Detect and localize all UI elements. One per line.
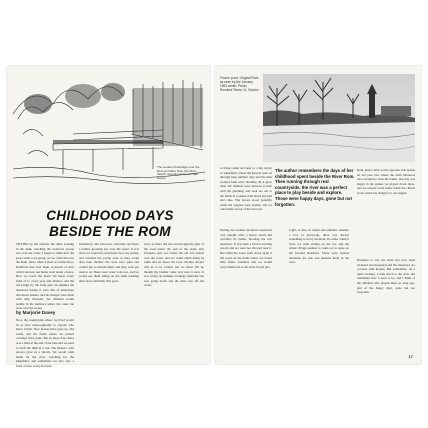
- body-column-left-3: blackberry, and wild rose, with here and there a willow growing low over the water. It was there we found the moorhens' nest one spring, and watched the young ones as they swam after their mother. We were very quiet and careful not to disturb them, and they soon got used to us. There were water voles too, and we would see them sitting on the bank washing their faces with their tiny paws.: [79, 242, 139, 283]
- body-column-right-2: During wet weather the Rom would rise very quickly after a heavy storm and overflow its banks, flooding the low meadows. It was then a brown swirling torrent and we were not allowed near it. But when the water went down again it left pools in the fields where we found little fishes stranded, and we would carry them back to the river in jam jars.: [220, 228, 272, 269]
- right-magazine-page: [215, 66, 421, 364]
- body-column-left-4: river, so there did not run through the gaps of the road under the end of the pond. Our favourite spot was where the old tree leaned over the water, and we could climb along its trunk and sit above the river. Mother always told us to be careful, but we never fell in, though my brother came very near it once. It was lovely on summer evenings when the sun was going down and the mist rose off the water.: [144, 242, 204, 288]
- sketch-caption: The wooden footbridge over the Rom at Collier Row, Romford. Sketch reproduced by Leonard Davey.: [157, 165, 200, 180]
- body-column-left-2: Now, the countryside where we lived would be at once unrecognisable to anyone who knew it then. New houses have gone up, and roads, and the fields where we picked cowslips have gone. But in those days there was a farm at the end of the lane and we used to fetch the milk in a can. The farmer's wife always gave us a biscuit. We would walk home by the river, watching for the kingfisher, and sometimes we saw one, a flash of blue along the bank.: [16, 318, 74, 368]
- left-magazine-page: [7, 66, 210, 368]
- body-column-right-1: to bring round and near to a big barley or wheatfield, where the harvest went on through long summer days and the men worked from early morning till it grew dark. We children were allowed to help with the gleaning, and took tea out to the fields in a basket with bread and jam and cake. The horses stood patiently while the wagons were loaded, and we rode home on top of the last load.: [220, 166, 272, 212]
- headline-line-1: CHILDHOOD DAYS: [46, 208, 174, 223]
- body-column-right-5: Needless to say, the Rom has now been widened and deepened and the meadows are covered with houses. But sometimes, on a quiet evening, I walk down to the river and remember how it used to be, and I think of the children who played there so long ago, and of the happy days, gone but not forgotten.: [357, 258, 415, 295]
- body-column-right-3: Light, or fine, in winter and summer, whether a boy or grown-up, there was always something to do by the Rom. In winter when it froze we went sliding on the ice, and the whole village seemed to come out to skate on the flooded meadows. There were roasted chestnuts for sale and lanterns hung in the trees.: [289, 228, 349, 265]
- author-byline: by Marjorie Davey: [16, 310, 56, 315]
- pull-quote: The author remembers the days of her childhood spent beside the River Rom. Then running through real countryside, the river was a perfect place to play beside and explore. Those were happy days, gone but not forgotten.: [275, 168, 355, 207]
- page-number: 17: [408, 354, 413, 359]
- frozen-river-photo: [263, 74, 415, 162]
- headline-line-2: BESIDE THE ROM: [49, 224, 171, 239]
- body-column-left-1: SITTING by the window the other evening in the dusk, watching the swallows swoop low over the water, I began to think how the years seem to be going, as I so often did over the Rom. Once when I lived at Collier Row, Romford, that river Rom. A stretch of river which ran near our home went under a fence. How we loved the Rom! We knew every bend of it, every pool and shallow, and the old bridge by the farm gate. In summer the meadows beside it were full of buttercups and moon daisies, and the hedges were thick with may blossom. We children would paddle in the shallows where the water ran clear over the stones.: [16, 242, 74, 311]
- body-column-right-4: Rom, glad I dally on the opposite side beside an old pear tree where the farm labourers once worked to clear the banks. Our day was happy in the games we played down there, and we always raced home when the church clock struck six, hungry for our supper.: [357, 168, 415, 195]
- photo-caption: Frozen pond. Original Rom: as seen by the January 1963 winter. Photo: Romford Times / A. Gordon.: [220, 76, 260, 92]
